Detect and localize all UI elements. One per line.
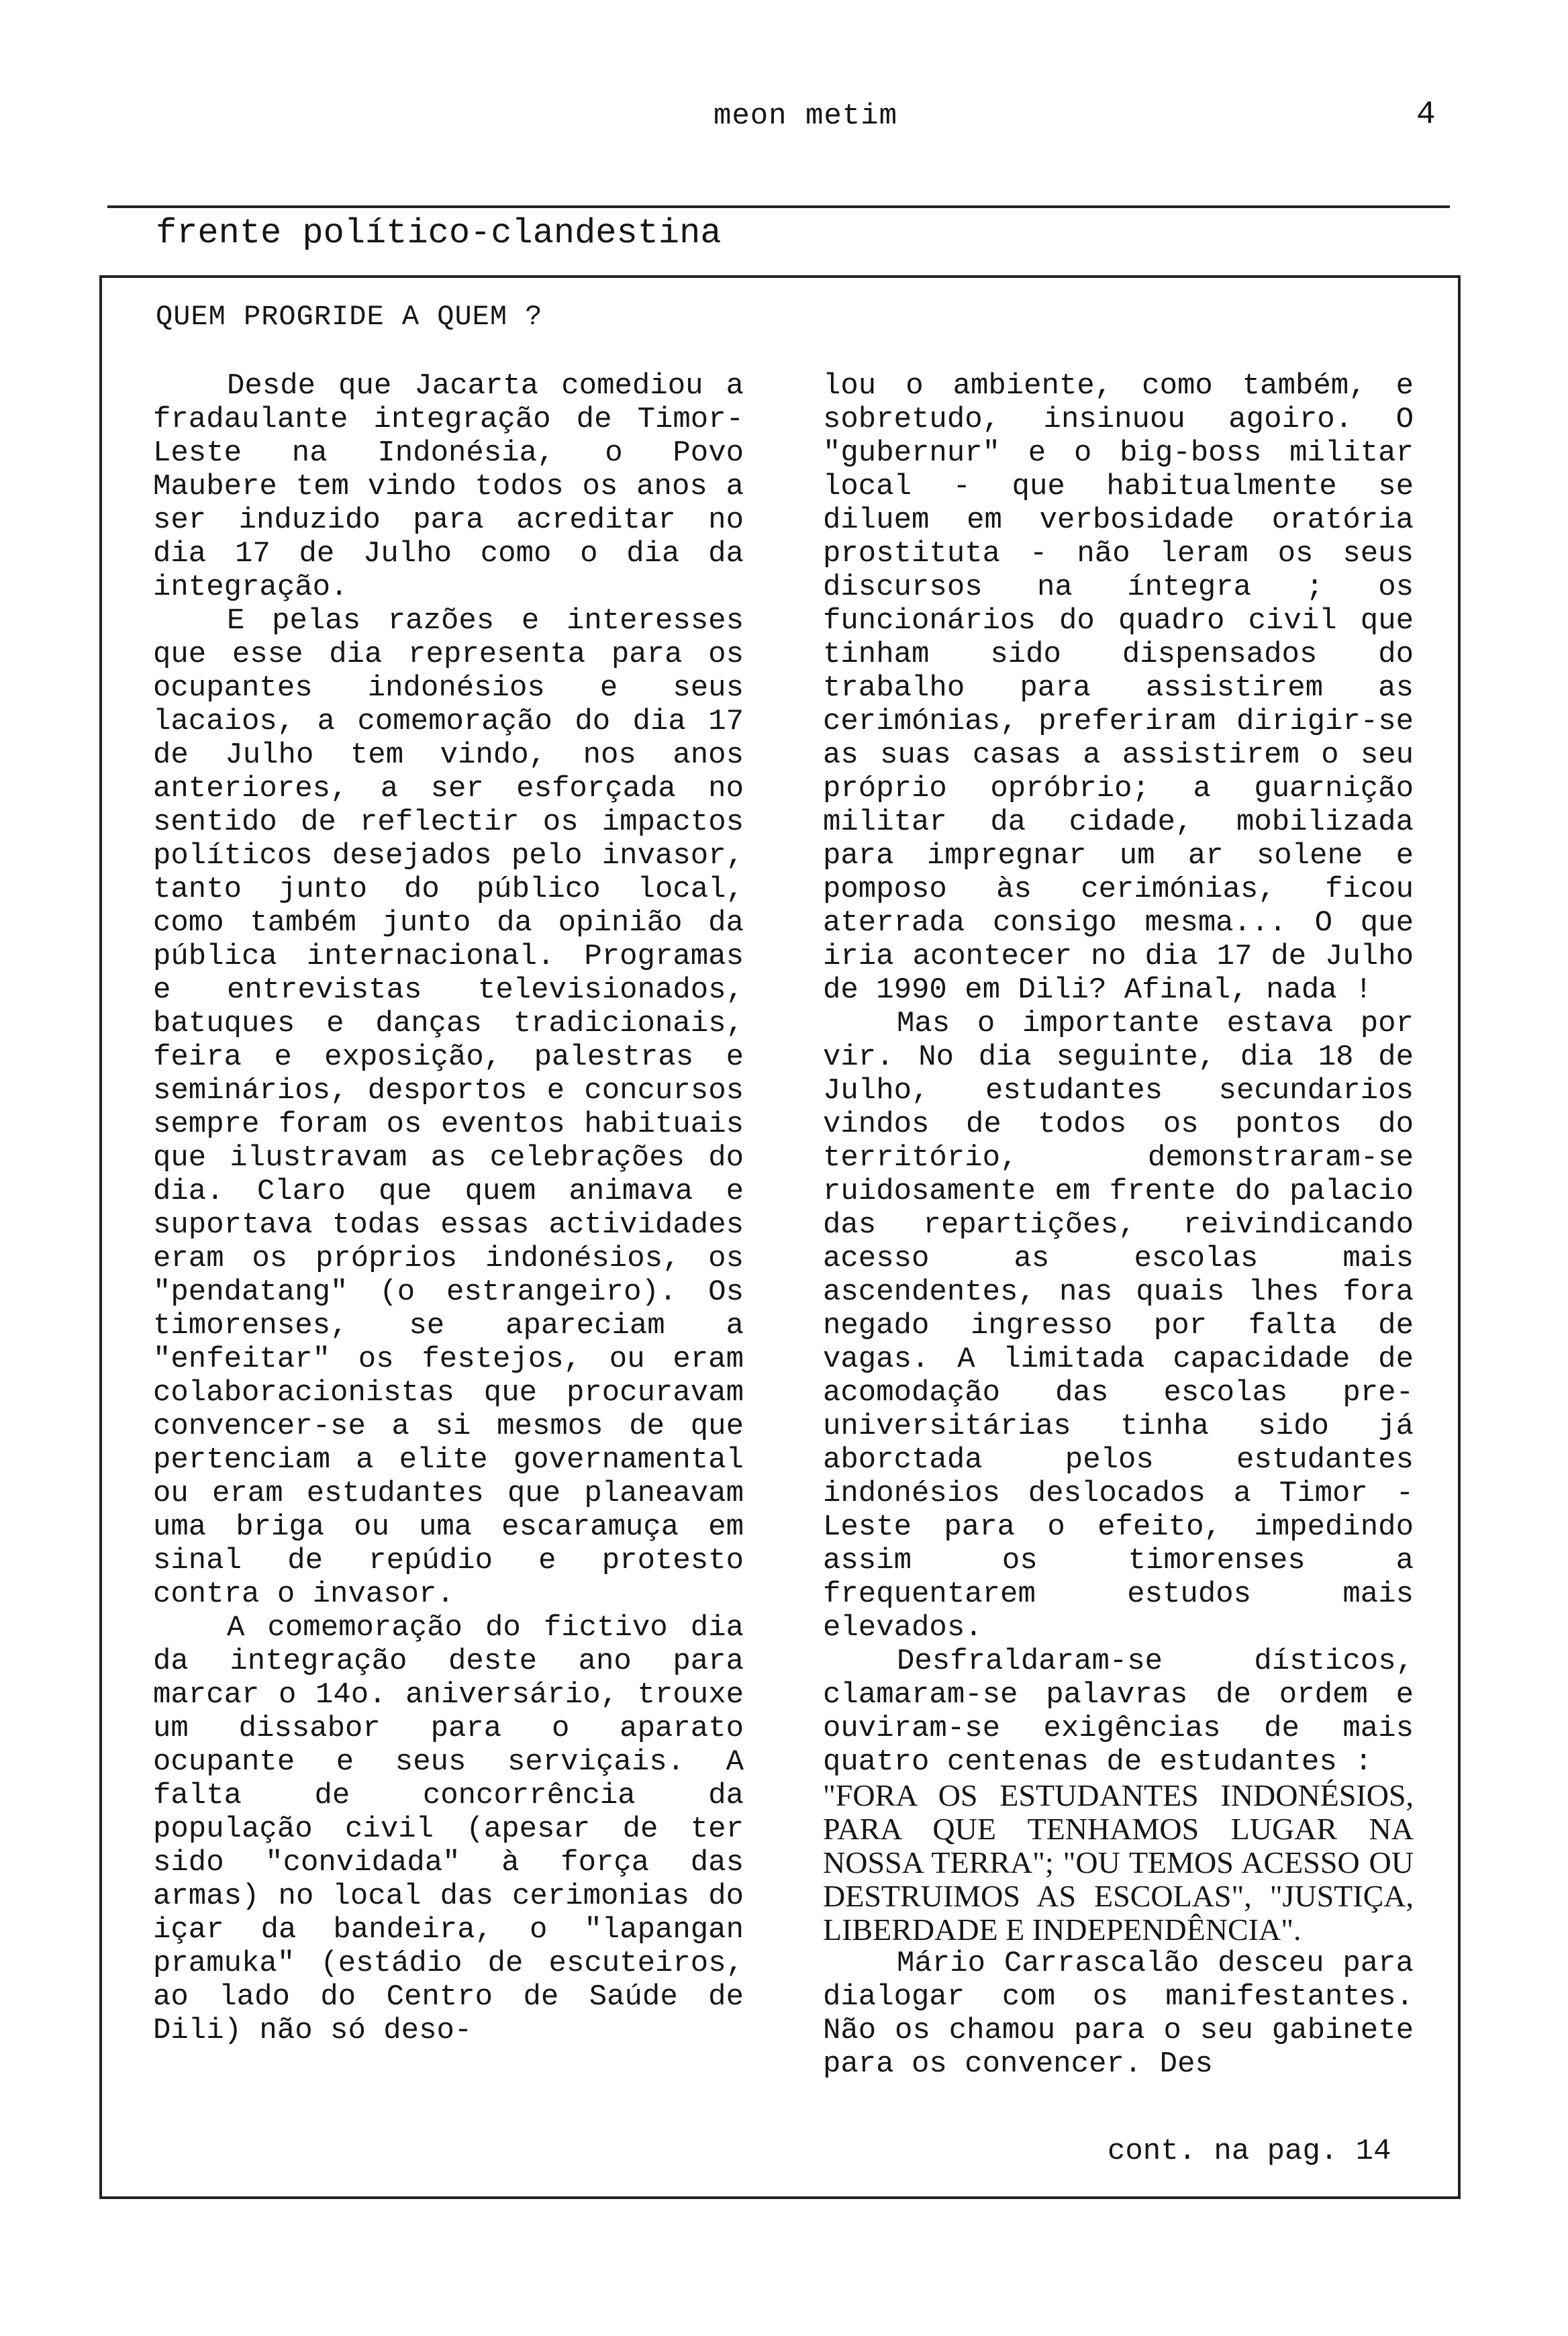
page-header — [0, 99, 1568, 153]
right-column — [823, 369, 1414, 2081]
paragraph: Mário Carrascalão desceu para dialogar com os manifestantes. Não os chamou para o seu gabinete para os convencer. Des — [823, 1947, 1414, 2081]
slogans: "FORA OS ESTUDANTES INDONÉSIOS, PARA QUE TENHAMOS LUGAR NA NOSSA TERRA"; "OU TEMOS ACESSO OU DESTRUIMOS AS ESCOLAS", "JUSTIÇA, LIBERDADE E INDEPENDÊNCIA". — [823, 1778, 1414, 1947]
left-column — [153, 369, 744, 2047]
continuation-note: cont. na pag. 14 — [1108, 2135, 1391, 2168]
paragraph: E pelas razões e interesses que esse dia representa para os ocupantes indonésios e seus lacaios, a comemoração do dia 17 de Julho tem vindo, nos anos anteriores, a ser esforçada no sentido de reflectir os impactos políticos desejados pelo invasor, tanto junto do público local, como também junto da opinião da pública internacional. Programas e entrevistas televisionados, batuques e danças tradicionais, feira e exposição, palestras e seminários, desportos e concursos sempre foram os eventos habituais que ilustravam as celebrações do dia. Claro que quem animava e suportava todas essas actividades eram os próprios indonésios, os "pendatang" (o estrangeiro). Os timorenses, se apareciam a "enfeitar" os festejos, ou eram colaboracionistas que procuravam convencer-se a si mesmos de que pertenciam a elite governamental ou eram estudantes que planeavam uma briga ou uma escaramuça em sinal de repúdio e protesto contra o invasor. — [153, 604, 744, 1611]
header-rule — [107, 205, 1450, 208]
paragraph: lou o ambiente, como também, e sobretudo, insinuou agoiro. O "gubernur" e o big-boss militar local - que habitualmente se diluem em verbosidade oratória prostituta - não leram os seus discursos na íntegra ; os funcionários do quadro civil que tinham sido dispensados do trabalho para assistirem as cerimónias, preferiram dirigir-se as suas casas a assistirem o seu próprio opróbrio; a guarnição militar da cidade, mobilizada para impregnar um ar solene e pomposo às cerimónias, ficou aterrada consigo mesma... O que iria acontecer no dia 17 de Julho de 1990 em Dili? Afinal, nada ! — [823, 369, 1414, 1007]
paragraph: Mas o importante estava por vir. No dia seguinte, dia 18 de Julho, estudantes secundarios vindos de todos os pontos do território, demonstraram-se ruidosamente em frente do palacio das repartições, reivindicando acesso as escolas mais ascendentes, nas quais lhes fora negado ingresso por falta de vagas. A limitada capacidade de acomodação das escolas pre-universitárias tinha sido já aborctada pelos estudantes indonésios deslocados a Timor - Leste para o efeito, impedindo assim os timorenses a frequentarem estudos mais elevados. — [823, 1007, 1414, 1645]
paragraph: Desfraldaram-se dísticos, clamaram-se palavras de ordem e ouviram-se exigências de mais quatro centenas de estudantes : — [823, 1645, 1414, 1779]
paragraph: Desde que Jacarta comediou a fradaulante integração de Timor-Leste na Indonésia, o Povo Maubere tem vindo todos os anos a ser induzido para acreditar no dia 17 de Julho como o dia da integração. — [153, 369, 744, 604]
newsletter-title: meon metim — [713, 99, 898, 133]
article-heading: QUEM PROGRIDE A QUEM ? — [156, 301, 543, 333]
page-number: 4 — [1416, 97, 1436, 133]
section-label: frente político-clandestina — [156, 213, 722, 253]
paragraph: A comemoração do fictivo dia da integração deste ano para marcar o 14o. aniversário, trouxe um dissabor para o aparato ocupante e seus serviçais. A falta de concorrência da população civil (apesar de ter sido "convidada" à força das armas) no local das cerimonias do içar da bandeira, o "lapangan pramuka" (estádio de escuteiros, ao lado do Centro de Saúde de Dili) não só deso- — [153, 1611, 744, 2047]
